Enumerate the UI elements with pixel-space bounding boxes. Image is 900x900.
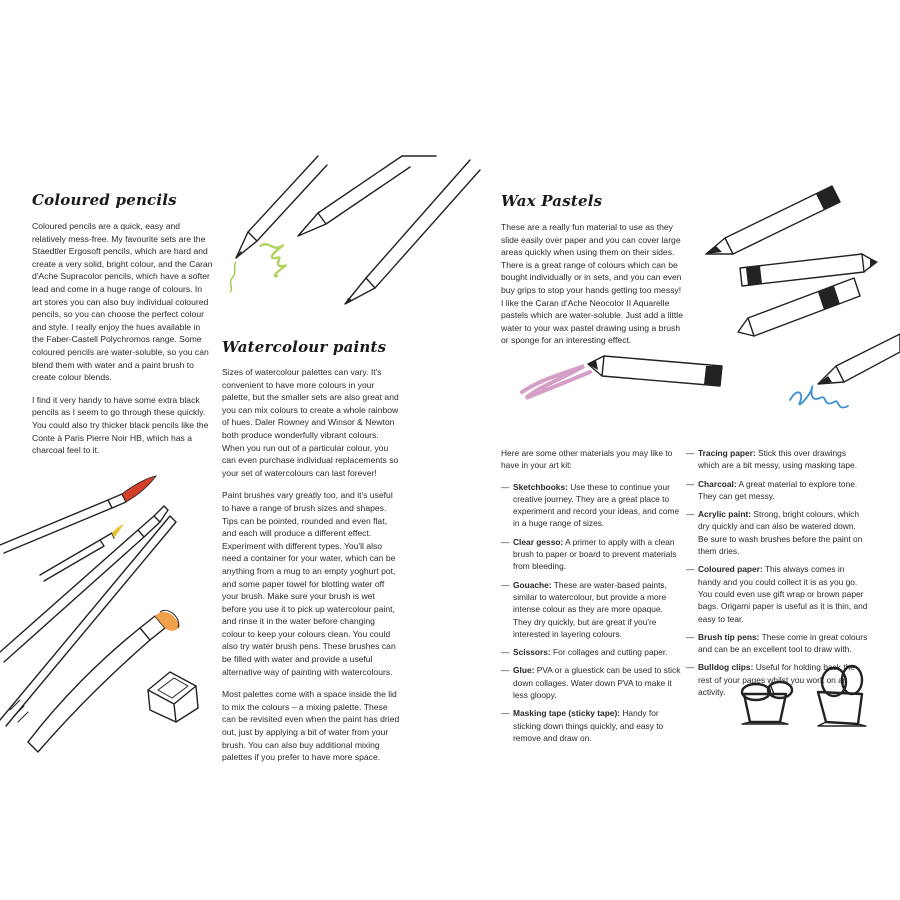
bulldog-clip-icon (818, 666, 866, 726)
bulldog-clip-icon (742, 682, 792, 724)
list-item: — Acrylic paint: Strong, bright colours, which dry quickly and can also be watered down. Be sure to wash brushes before the paint on them dries. (686, 509, 863, 557)
list-item: — Charcoal: A great material to explore tone. They can get messy. (686, 478, 858, 501)
watercolour-para-2: Paint brushes vary greatly too, and it's useful to have a range of brush sizes and shapes. Tips can be pointed, rounded and even flat, and each will produce a different effect. Experiment with different types. You'll also need a container for your water, which can be anything from a mug to an empty yoghurt pot, and some paper towel for blotting water off your brush. Make sure your brush is wet before you use it to pick up watercolour paint, and rinse it in the water before changing colour to keep your colours clean. You could also try water brush pens. These brushes can be filled with water and provide a useful alternative way of painting with watercolours. (222, 490, 396, 677)
wax-pastels-heading: Wax Pastels (501, 192, 603, 210)
list-item: — Glue: PVA or a gluestick can be used to stick down collages. Water down PVA to make it less gloopy. (501, 665, 681, 701)
list-item: — Scissors: For collages and cutting paper. (501, 647, 668, 658)
list-item: — Masking tape (sticky tape): Handy for sticking down things quickly, and easy to remove and draw on. (501, 708, 664, 743)
watercolour-para-1: Sizes of watercolour palettes can vary. It's convenient to have more colours in your palette, but the smaller sets are also great and you can mix colours to create a whole rainbow of hues. Daler Rowney and Winsor & Newton both produce wonderfully vibrant colours. When you run out of a particular colour, you can even purchase individual replacements so your set of watercolours can last forever! (222, 367, 399, 478)
list-item: — Coloured paper: This always comes in handy and you could collect it is as you go. You could even use gift wrap or brown paper bags. Origami paper is useful as it is thin, and easy to tear. (686, 564, 868, 624)
watercolour-para-3: Most palettes come with a space inside the lid to mix the colours – a mixing palette. These can be revisited even when the paint has dried out, just by applying a bit of water from your brush. You can also buy additional mixing palettes if you prefer to have more space. (222, 689, 400, 763)
list-item: — Clear gesso: A primer to apply with a clean brush to paper or board to prevent materials from bleeding. (501, 536, 677, 572)
coloured-pencils-para-2: I find it very handy to have some extra black pencils as I seem to go through these quickly. You could also try thicker black pencils like the Conte à Paris Pierre Noir HB, which has a charcoal feel to it. (32, 394, 209, 456)
list-item: — Sketchbooks: Use these to continue your creative journey. They are a great place to experiment and record your ideas, and come in a huge range of sizes. (501, 481, 680, 529)
other-materials-intro: Here are some other materials you may like to have in your art kit: (501, 448, 673, 471)
list-item: — Gouache: These are water-based paints, similar to watercolour, but provide a more intense colour as they are more opaque. They dry quickly, but are great if you're interested in layering colours. (501, 579, 667, 639)
watercolour-paints-heading: Watercolour paints (222, 338, 387, 356)
coloured-pencils-para-1: Coloured pencils are a quick, easy and relatively mess-free. My favourite sets are the Staedtler Ergosoft pencils, which are hard and create a very solid, bright colour, and the Caran d'Ache Supracolor pencils, which have a softer lead and come in a huge range of colours. In art stores you can also buy individual coloured pencils, so you can choose the perfect colour and style. I really enjoy the hues available in the Faber-Castell Polychromos range. Some coloured pencils are water-soluble, so you can blend them with water and a paint brush to create colour blends. (32, 221, 213, 383)
coloured-pencils-heading: Coloured pencils (32, 191, 177, 209)
list-item: — Brush tip pens: These come in great colours and can be an excellent tool to draw with. (686, 631, 868, 655)
list-item: — Tracing paper: Stick this over drawings which are a bit messy, using masking tape. (686, 448, 858, 471)
wax-pastels-para-1: These are a really fun material to use as they slide easily over paper and you can cover large areas quickly when using them on their sides. There is a great range of colours which can be bought individually or in sets, and you can even buy grips to stop your hands getting too messy! I like the Caran d'Ache Neocolor II Aquarelle pastels which are water-soluble. Just add a little water to your wax pastel drawing using a brush or sponge for an interesting effect. (501, 222, 683, 346)
list-item: — Bulldog clips: Useful for holding back the rest of your pages whilst you work on an activity. (686, 662, 855, 698)
